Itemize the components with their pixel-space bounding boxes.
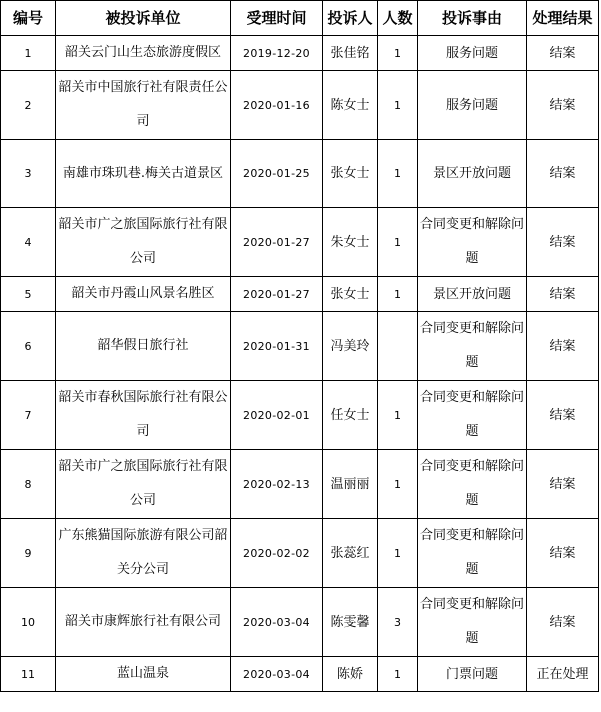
cell-count: 1 (378, 36, 418, 71)
cell-reason: 合同变更和解除问题 (418, 312, 527, 381)
cell-complainant: 张女士 (323, 140, 378, 208)
cell-id: 2 (1, 71, 56, 140)
table-header-row (1, 1, 599, 36)
cell-complainant: 冯美玲 (323, 312, 378, 381)
table-row (1, 36, 599, 71)
cell-reason: 服务问题 (418, 71, 527, 140)
cell-result: 正在处理 (527, 657, 599, 692)
table-row (1, 208, 599, 277)
cell-unit: 广东熊猫国际旅游有限公司韶关分公司 (56, 519, 231, 588)
header-unit: 被投诉单位 (56, 1, 231, 36)
cell-count: 1 (378, 277, 418, 312)
cell-reason: 服务问题 (418, 36, 527, 71)
cell-count (378, 312, 418, 381)
cell-date: 2020-02-13 (231, 450, 323, 519)
table-row (1, 588, 599, 657)
table-row (1, 657, 599, 692)
cell-complainant: 朱女士 (323, 208, 378, 277)
header-result: 处理结果 (527, 1, 599, 36)
cell-result: 结案 (527, 140, 599, 208)
cell-date: 2020-03-04 (231, 588, 323, 657)
cell-result: 结案 (527, 450, 599, 519)
cell-complainant: 陈雯馨 (323, 588, 378, 657)
cell-result: 结案 (527, 208, 599, 277)
cell-date: 2019-12-20 (231, 36, 323, 71)
cell-count: 1 (378, 140, 418, 208)
cell-unit: 蓝山温泉 (56, 657, 231, 692)
cell-reason: 合同变更和解除问题 (418, 208, 527, 277)
cell-result: 结案 (527, 312, 599, 381)
cell-id: 6 (1, 312, 56, 381)
cell-id: 7 (1, 381, 56, 450)
cell-date: 2020-01-16 (231, 71, 323, 140)
cell-complainant: 陈娇 (323, 657, 378, 692)
cell-result: 结案 (527, 71, 599, 140)
cell-reason: 门票问题 (418, 657, 527, 692)
cell-count: 1 (378, 657, 418, 692)
cell-count: 1 (378, 450, 418, 519)
cell-reason: 合同变更和解除问题 (418, 450, 527, 519)
header-count: 人数 (378, 1, 418, 36)
cell-result: 结案 (527, 519, 599, 588)
cell-id: 11 (1, 657, 56, 692)
cell-count: 1 (378, 519, 418, 588)
cell-count: 1 (378, 208, 418, 277)
cell-result: 结案 (527, 381, 599, 450)
cell-date: 2020-01-27 (231, 277, 323, 312)
cell-unit: 韶关市中国旅行社有限责任公司 (56, 71, 231, 140)
cell-unit: 韶华假日旅行社 (56, 312, 231, 381)
table-row (1, 381, 599, 450)
cell-unit: 韶关市康辉旅行社有限公司 (56, 588, 231, 657)
table-row (1, 71, 599, 140)
cell-id: 5 (1, 277, 56, 312)
cell-unit: 韶关市广之旅国际旅行社有限公司 (56, 450, 231, 519)
cell-result: 结案 (527, 588, 599, 657)
cell-complainant: 任女士 (323, 381, 378, 450)
cell-reason: 景区开放问题 (418, 140, 527, 208)
cell-id: 10 (1, 588, 56, 657)
cell-reason: 合同变更和解除问题 (418, 519, 527, 588)
cell-id: 8 (1, 450, 56, 519)
cell-date: 2020-01-27 (231, 208, 323, 277)
cell-complainant: 张女士 (323, 277, 378, 312)
table-row (1, 519, 599, 588)
cell-date: 2020-01-31 (231, 312, 323, 381)
cell-date: 2020-01-25 (231, 140, 323, 208)
cell-unit: 韶关云门山生态旅游度假区 (56, 36, 231, 71)
cell-unit: 韶关市丹霞山风景名胜区 (56, 277, 231, 312)
cell-reason: 合同变更和解除问题 (418, 588, 527, 657)
cell-date: 2020-03-04 (231, 657, 323, 692)
cell-complainant: 温丽丽 (323, 450, 378, 519)
header-reason: 投诉事由 (418, 1, 527, 36)
cell-id: 9 (1, 519, 56, 588)
cell-unit: 韶关市广之旅国际旅行社有限公司 (56, 208, 231, 277)
cell-reason: 合同变更和解除问题 (418, 381, 527, 450)
header-date: 受理时间 (231, 1, 323, 36)
cell-complainant: 张蕊红 (323, 519, 378, 588)
table-row (1, 450, 599, 519)
cell-id: 4 (1, 208, 56, 277)
cell-unit: 韶关市春秋国际旅行社有限公司 (56, 381, 231, 450)
cell-count: 3 (378, 588, 418, 657)
cell-unit: 南雄市珠玑巷.梅关古道景区 (56, 140, 231, 208)
table-row (1, 312, 599, 381)
table-row (1, 140, 599, 208)
table-row (1, 277, 599, 312)
cell-id: 1 (1, 36, 56, 71)
cell-date: 2020-02-02 (231, 519, 323, 588)
cell-complainant: 张佳铭 (323, 36, 378, 71)
cell-count: 1 (378, 71, 418, 140)
cell-complainant: 陈女士 (323, 71, 378, 140)
cell-id: 3 (1, 140, 56, 208)
header-id: 编号 (1, 1, 56, 36)
cell-result: 结案 (527, 36, 599, 71)
cell-reason: 景区开放问题 (418, 277, 527, 312)
cell-count: 1 (378, 381, 418, 450)
cell-date: 2020-02-01 (231, 381, 323, 450)
cell-result: 结案 (527, 277, 599, 312)
header-complainant: 投诉人 (323, 1, 378, 36)
